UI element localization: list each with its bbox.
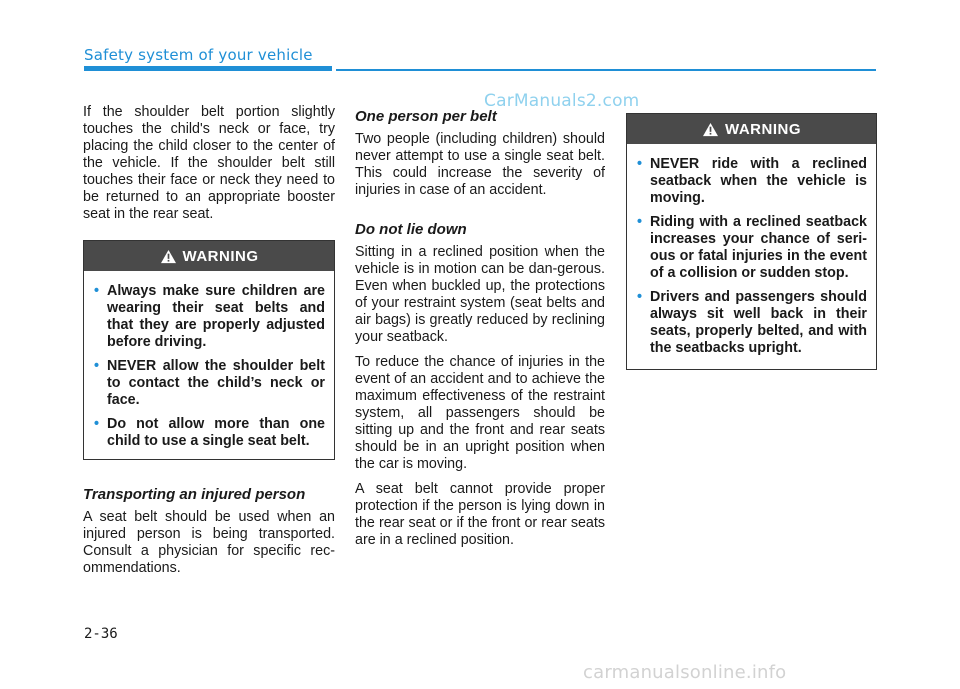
lie-down-paragraph-3: A seat belt cannot provide proper protection if the person is lying down in the rear seat or if the front or rear seats are in a reclined position. — [355, 481, 605, 548]
watermark-bottom: carmanualsonline.info — [583, 662, 787, 683]
header-rule-thin — [336, 69, 876, 71]
subheading-lie-down: Do not lie down — [355, 221, 467, 238]
bullet-dot-icon: • — [637, 156, 643, 172]
warning-item: • Do not allow more than one child to use a single seat belt. — [94, 416, 325, 449]
page-number: 2-36 — [84, 626, 118, 642]
warning-box-children — [83, 240, 335, 460]
warning-triangle-icon — [702, 122, 719, 137]
warning-triangle-icon — [160, 249, 177, 264]
warning-title: WARNING — [725, 120, 801, 138]
bullet-dot-icon: • — [94, 283, 100, 299]
warning-item: • Drivers and passengers should always sit well back in their seats, properly belted, and with the seatbacks upright. — [637, 289, 867, 356]
subheading-injured: Transporting an injured person — [83, 486, 306, 503]
one-person-paragraph: Two people (including children) should never attempt to use a single seat belt. This could increase the severity of injuries in case of an accident. — [355, 131, 605, 198]
warning-item: • NEVER ride with a reclined seatback when the vehicle is moving. — [637, 156, 867, 206]
bullet-dot-icon: • — [94, 416, 100, 432]
warning-item: • Always make sure children are wearing their seat belts and that they are properly adjusted before driving. — [94, 283, 325, 350]
warning-body — [84, 271, 334, 459]
intro-paragraph: If the shoulder belt portion slightly touches the child's neck or face, try placing the child closer to the center of the vehicle. If the shoulder belt still touches their face or neck they need to be returned to an appropriate booster seat in the rear seat. — [83, 104, 335, 222]
column-left — [83, 104, 335, 585]
warning-box-reclined — [626, 113, 877, 370]
column-middle — [355, 108, 605, 557]
column-right — [626, 113, 877, 370]
warning-title: WARNING — [182, 247, 259, 265]
warning-body — [627, 144, 876, 369]
lie-down-paragraph-1: Sitting in a reclined position when the vehicle is in motion can be dan-gerous. Even when buckled up, the protections of your restraint system (seat belts and air bags) is greatly reduced by reclining your seatback. — [355, 244, 605, 345]
bullet-dot-icon: • — [94, 358, 100, 374]
watermark-top: CarManuals2.com — [484, 91, 640, 111]
lie-down-paragraph-2: To reduce the chance of injuries in the event of an accident and to achieve the maximum effectiveness of the restraint system, all passengers should be sitting up and the front and rear seats should be in an upright position when the car is moving. — [355, 354, 605, 472]
subheading-one-person: One person per belt — [355, 108, 497, 125]
header-rule-thick — [84, 66, 332, 71]
injured-paragraph: A seat belt should be used when an injured person is being transported. Consult a physician for specific rec-ommendations. — [83, 509, 335, 576]
bullet-dot-icon: • — [637, 289, 643, 305]
warning-header — [84, 241, 334, 271]
warning-item: • Riding with a reclined seatback increases your chance of seri-ous or fatal injuries in the event of a collision or sudden stop. — [637, 214, 867, 281]
bullet-dot-icon: • — [637, 214, 643, 230]
section-title: Safety system of your vehicle — [84, 46, 313, 64]
warning-item: • NEVER allow the shoulder belt to contact the child’s neck or face. — [94, 358, 325, 408]
warning-header — [627, 114, 876, 144]
